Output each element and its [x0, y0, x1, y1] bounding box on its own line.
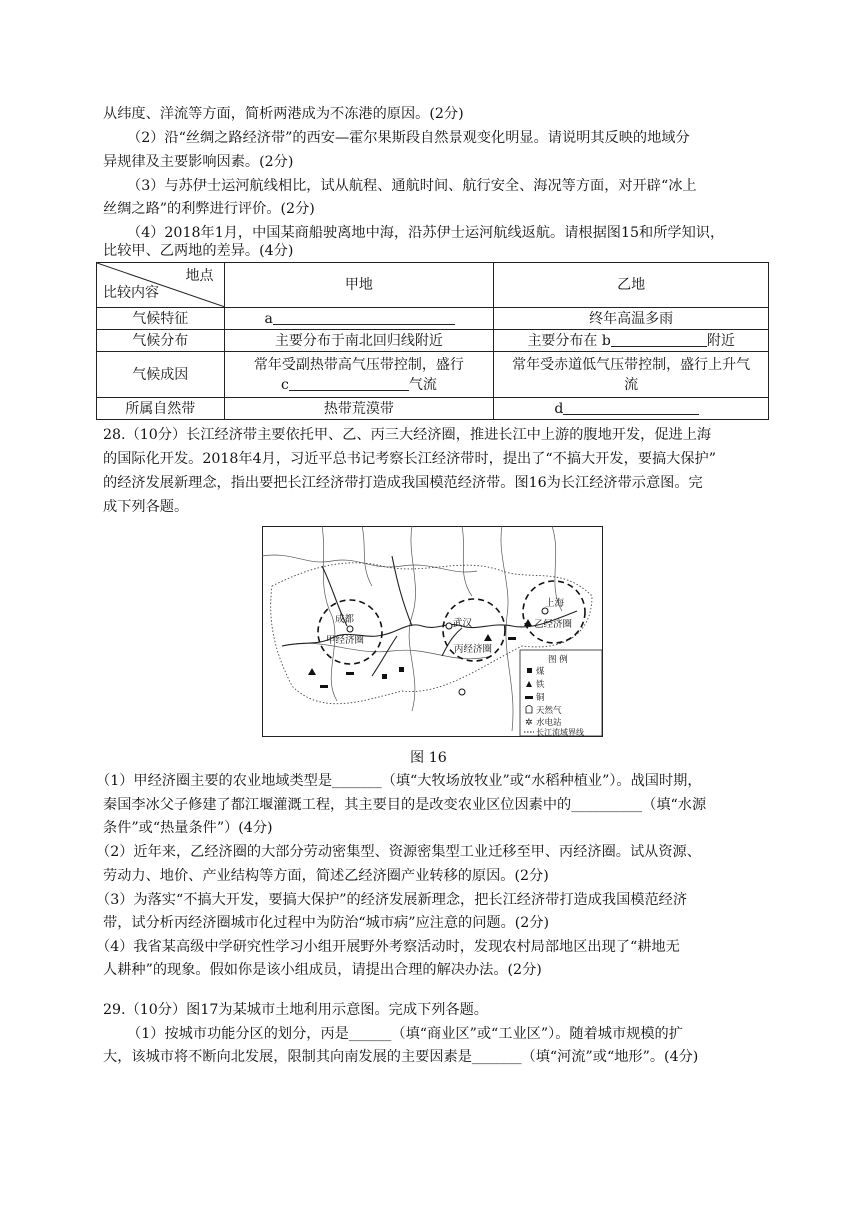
q28-line2: 的国际化开发。2018年4月，习近平总书记考察长江经济带时，提出了“不搞大开发，要搞大保护”: [103, 451, 716, 467]
q27-sub2-line1: （2）沿“丝绸之路经济带”的西安—霍尔果斯段自然景观变化明显。请说明其反映的地域分: [127, 130, 690, 146]
blank-c-prefix: c: [280, 376, 289, 393]
q27-text-line: 从纬度、洋流等方面，简析两港成为不冻港的原因。(2分): [103, 106, 464, 122]
q29-sub1-line2: 大，该城市将不断向北发展，限制其向南发展的主要因素是_______（填“河流”或“地形”。(4分): [103, 1049, 699, 1065]
cell-yi-climate-cause: [494, 352, 769, 398]
blank-a-label: a: [264, 310, 273, 327]
q28-sub4-line1: （4）我省某高级中学研究性学习小组开展野外考察活动时，发现农村局部地区出现了“耕地无: [96, 939, 680, 955]
table-diagonal-header: [97, 263, 225, 308]
q28-line1: 28.（10分）长江经济带主要依托甲、乙、丙三大经济圈，推进长江中上游的腹地开发，促进上海: [103, 427, 712, 443]
row-label-climate-distribution: 气候分布: [97, 330, 225, 352]
diag-header-content: 比较内容: [103, 285, 159, 301]
legend-iron: 铁: [536, 680, 545, 690]
legend-title: 图 例: [548, 655, 568, 665]
q28-line4: 成下列各题。: [103, 499, 189, 515]
legend-copper: 铜: [536, 693, 545, 703]
cell-yi-natural-zone: [494, 398, 769, 420]
q29-line1: 29.（10分）图17为某城市土地利用示意图。完成下列各题。: [103, 1002, 488, 1018]
blank-c[interactable]: [289, 376, 409, 391]
q28-sub2-line2: 劳动力、地价、产业结构等方面，简述乙经济圈产业转移的原因。(2分): [103, 868, 549, 884]
map-label-bing-circle: 丙经济圈: [454, 644, 493, 655]
q28-sub1-line2: 秦国李冰父子修建了都江堰灌溉工程，其主要目的是改变农业区位因素中的__________（填“水源: [103, 797, 707, 813]
figure-16-caption: 图 16: [410, 750, 447, 766]
legend-coal: 煤: [536, 667, 545, 677]
q28-sub1-line1: （1）甲经济圈主要的农业地域类型是_______（填“大牧场放牧业”或“水稻种植业”）。战国时期，: [96, 773, 702, 789]
q28-sub1-line3: 条件”或“热量条件”）(4分): [103, 820, 273, 836]
comparison-table: [96, 262, 769, 420]
cell-jia-climate-distribution: 主要分布于南北回归线附近: [224, 330, 494, 352]
q28-line3: 的经济发展新理念，指出要把长江经济带打造成我国模范经济带。图16为长江经济带示意图。完: [103, 475, 703, 491]
map-label-yi-circle: 乙经济圈: [534, 619, 573, 630]
legend-copper-icon: [525, 696, 533, 699]
q28-sub3-line2: 带，试分析丙经济圈城市化过程中为防治“城市病”应注意的问题。(2分): [103, 915, 550, 931]
q27-sub3-line1: （3）与苏伊士运河航线相比，试从航程、通航时间、航行安全、海况等方面，对开辟“冰上: [127, 178, 697, 194]
row-label-climate-feature: 气候特征: [97, 308, 225, 330]
blank-b-prefix: 主要分布在 b: [527, 332, 611, 349]
blank-d-label: d: [554, 400, 564, 417]
blank-b-suffix: 附近: [706, 332, 735, 349]
cell-jia-natural-zone: 热带荒漠带: [224, 398, 494, 420]
map-label-wuhan: 武汉: [453, 618, 473, 629]
q27-sub4-line2: 比较甲、乙两地的差异。(4分): [103, 243, 294, 259]
q27-sub2-line2: 异规律及主要影响因素。(2分): [103, 154, 294, 170]
row-label-natural-zone: 所属自然带: [97, 398, 225, 420]
row-label-climate-cause: 气候成因: [97, 352, 225, 398]
map-label-chengdu: 成都: [335, 614, 355, 625]
cell-jia-climate-cause: [224, 352, 494, 398]
cause-jia-line2: [229, 375, 490, 395]
q27-sub4-line1: （4）2018年1月，中国某商船驶离地中海，沿苏伊士运河航线返航。请根据图15和所学知识，: [127, 225, 725, 241]
cell-jia-climate-feature: [224, 308, 494, 330]
blank-b[interactable]: [611, 332, 707, 347]
cause-yi-line2: 流: [624, 376, 639, 393]
blank-c-suffix: 气流: [408, 376, 437, 393]
blank-a[interactable]: [273, 310, 455, 325]
cell-yi-climate-feature: 终年高温多雨: [494, 308, 769, 330]
diag-header-place: 地点: [185, 268, 214, 284]
legend-hydro-icon: ✲: [525, 718, 533, 728]
q28-sub2-line1: （2）近年来，乙经济圈的大部分劳动密集型、资源密集型工业迁移至甲、丙经济圈。试从资源、: [96, 844, 701, 860]
legend-coal-icon: [527, 668, 532, 673]
map-label-shanghai: 上海: [545, 598, 565, 609]
q28-sub4-line2: 人耕种”的现象。假如你是该小组成员，请提出合理的解决办法。(2分): [103, 962, 542, 978]
cause-jia-line1: 常年受副热带高气压带控制，盛行: [253, 356, 464, 373]
cause-yi-line1: 常年受赤道低气压带控制，盛行上升气: [512, 356, 751, 373]
q29-sub1-line1: （1）按城市功能分区的划分，丙是______（填“商业区”或“工业区”）。随着城市规模的扩: [127, 1026, 683, 1042]
table-header-yi: 乙地: [494, 263, 769, 308]
legend-hydro: 水电站: [536, 718, 562, 728]
blank-d[interactable]: [563, 400, 699, 415]
map-label-jia-circle: 甲经济圈: [326, 635, 365, 646]
q28-sub3-line1: （3）为落实“不搞大开发，要搞大保护”的经济发展新理念，把长江经济带打造成我国模范经济: [96, 892, 688, 908]
table-header-jia: 甲地: [224, 263, 494, 308]
q27-sub3-line2: 丝绸之路”的利弊进行评价。(2分): [103, 201, 315, 217]
legend-gas: 天然气: [536, 706, 562, 716]
legend-boundary: 长江流域界线: [536, 728, 584, 737]
cell-yi-climate-distribution: [494, 330, 769, 352]
map-legend: [520, 650, 602, 737]
yangtze-economic-belt-map: [262, 526, 603, 737]
